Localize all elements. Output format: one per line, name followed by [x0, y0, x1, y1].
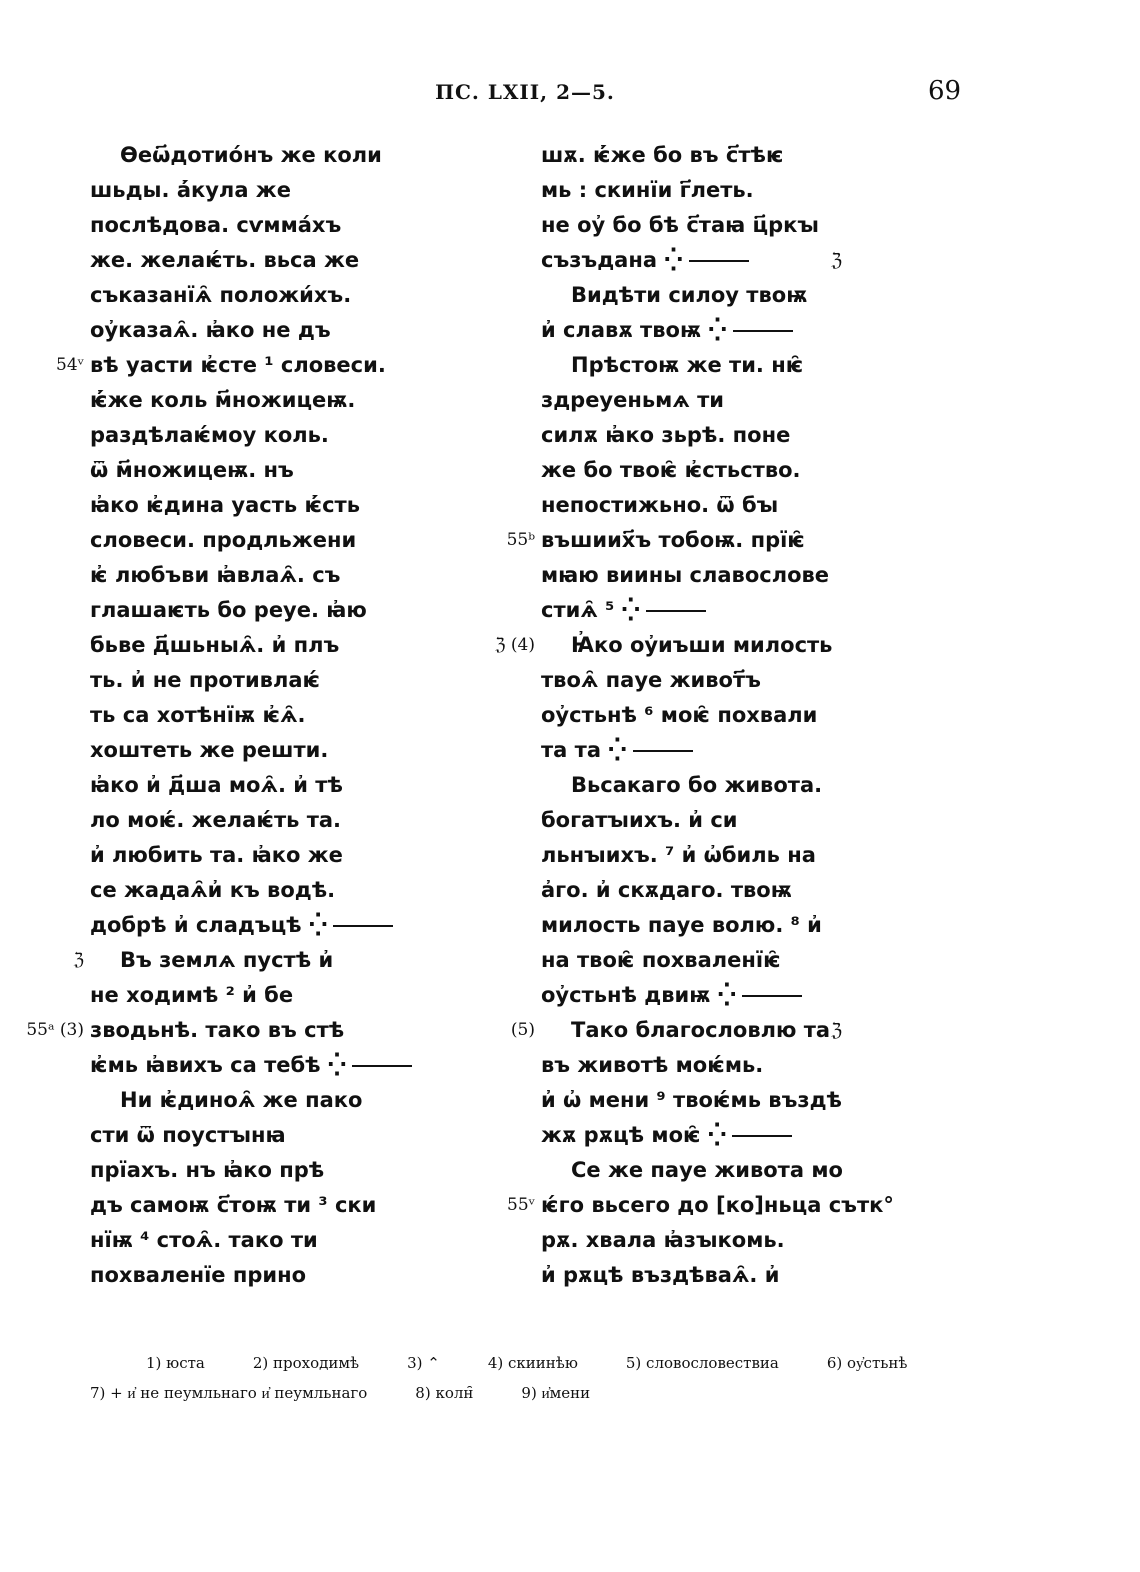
text-line — [90, 1118, 490, 1153]
text-line — [541, 838, 871, 873]
right-column — [495, 138, 894, 1293]
text-line — [90, 418, 490, 453]
text-line — [90, 278, 490, 313]
line-text: стиѧ̑ ⁵ ⁛ — [541, 598, 640, 622]
footnote-row — [90, 1378, 990, 1408]
section-end-mark — [742, 995, 802, 997]
footnote: 6) оу҆стьнѣ — [826, 1354, 908, 1372]
text-line — [541, 943, 871, 978]
line-text: добрѣ и҆ сладъцѣ ⁛ — [90, 913, 328, 937]
line-text: же бо твоѥ̑ ѥ҆стьство. — [541, 458, 801, 482]
text-line — [90, 383, 490, 418]
line-text: мꙗю виины славослове — [541, 563, 830, 587]
text-line — [90, 523, 490, 558]
text-line — [90, 803, 490, 838]
line-text: жѫ рѫцѣ моѥ̑ ⁛ — [541, 1123, 727, 1147]
line-text: въшиих҃ъ тобоѭ. прїѥ̑ — [541, 528, 805, 552]
line-text: твоѧ̑ пауе живот҃ъ — [541, 668, 761, 692]
section-end-mark — [333, 925, 393, 927]
section-end-mark — [352, 1065, 412, 1067]
line-text: сти ѿ поустꙑнꙗ — [90, 1123, 286, 1147]
line-text: съзъдана ⁛ — [541, 248, 683, 272]
line-text: льнꙑихъ. ⁷ и҆ ѡ҆биль на — [541, 843, 816, 867]
line-text: Прѣстоѭ же ти. нѥ̑ — [571, 353, 804, 377]
line-text: здреуеньмѧ ти — [541, 388, 724, 412]
text-line — [541, 768, 871, 803]
footnote: 3) ⌃ — [407, 1354, 440, 1372]
footnote: 1) юста — [146, 1354, 205, 1372]
section-end-mark — [646, 610, 706, 612]
text-line — [541, 593, 871, 628]
text-line — [90, 1048, 490, 1083]
section-end-mark — [732, 1135, 792, 1137]
text-line — [90, 663, 490, 698]
text-line — [90, 208, 490, 243]
text-line — [90, 558, 490, 593]
text-line — [90, 1188, 490, 1223]
text-line — [90, 243, 490, 278]
footnote: 7) + и҆ не пеумльнаго и҆ пеумльнаго — [90, 1384, 368, 1402]
footnote: 5) словословествиа — [625, 1354, 779, 1372]
text-line — [90, 768, 490, 803]
line-text: вѣ уасти ѥ҆сте ¹ словеси. — [90, 353, 386, 377]
text-line — [90, 908, 490, 943]
margin-sign: ℨ — [831, 1020, 843, 1041]
text-line — [495, 628, 871, 663]
text-line — [90, 733, 490, 768]
line-text: Въ землѧ пустѣ и҆ — [120, 948, 334, 972]
footnote: 4) скиинѣю — [487, 1354, 578, 1372]
footnotes — [90, 1348, 990, 1408]
page-title: ПС. LXII, 2—5. — [435, 80, 615, 104]
text-line — [541, 278, 871, 313]
margin-note: 55ᵇ — [506, 530, 535, 550]
line-text: а҆го. и҆ скѫдаго. твоѭ — [541, 878, 792, 902]
line-text: Ꙗ҆ко оу҆иъши милость — [571, 633, 833, 657]
line-text: въ животѣ моѥ́мь. — [541, 1053, 764, 1077]
text-line — [541, 488, 871, 523]
line-text: ѿ м҃ножицеѭ. нъ — [90, 458, 294, 482]
text-line — [541, 173, 871, 208]
text-line — [90, 1258, 490, 1293]
margin-note: ℨ (4) — [495, 635, 535, 655]
line-text: ть са хотѣнїѭ ѥ҆ѧ̑. — [90, 703, 306, 727]
text-line — [541, 208, 871, 243]
text-line — [541, 383, 871, 418]
text-line — [90, 873, 490, 908]
line-text: ѥ҆ любъви ꙗ҆влаѧ̑. съ — [90, 563, 341, 587]
line-text: непостижьно. ѿ бꙑ — [541, 493, 779, 517]
text-line — [541, 243, 871, 278]
line-text: прїахъ. нъ ꙗ҆ко прѣ — [90, 1158, 325, 1182]
text-line — [90, 978, 490, 1013]
line-text: и҆ славѫ твоѭ ⁛ — [541, 318, 727, 342]
line-text: глашаѥть бо реуе. ꙗ҆ю — [90, 598, 367, 622]
margin-note: 54ᵛ — [56, 355, 84, 375]
line-text: похваленїе прино — [90, 1263, 307, 1287]
text-line — [90, 453, 490, 488]
line-text: хоштеть же решти. — [90, 738, 329, 762]
text-line — [541, 698, 871, 733]
text-line — [541, 348, 871, 383]
section-end-mark — [633, 750, 693, 752]
margin-sign: ℨ — [831, 250, 843, 271]
text-line — [90, 838, 490, 873]
footnote: 9) и҆мени — [521, 1384, 591, 1402]
section-end-mark — [689, 260, 749, 262]
page-number: 69 — [928, 76, 962, 106]
line-text: та та ⁛ — [541, 738, 627, 762]
line-text: ꙗ҆ко ѥ҆дина уасть ѥ҆́сть — [90, 493, 361, 517]
line-text: на твоѥ̑ похваленїѥ̑ — [541, 948, 781, 972]
line-text: ѥ҆́же коль м҃ножицеѭ. — [90, 388, 356, 412]
text-line — [541, 138, 871, 173]
text-line — [541, 1258, 871, 1293]
margin-note: (5) — [510, 1020, 535, 1040]
line-text: не ходимѣ ² и҆ бе — [90, 983, 294, 1007]
text-line — [541, 558, 871, 593]
text-line — [26, 1013, 490, 1048]
footnote: 2) проходимѣ — [252, 1354, 360, 1372]
text-line — [541, 1083, 871, 1118]
margin-note: 55ᵃ (3) — [26, 1020, 84, 1040]
text-line — [541, 1223, 871, 1258]
footnote-row — [90, 1348, 990, 1378]
text-line — [541, 1048, 871, 1083]
line-text: ѥ́го вьсего до [ко]ньца сътк° — [541, 1193, 894, 1217]
text-line — [541, 908, 871, 943]
text-line — [541, 803, 871, 838]
line-text: нїѭ ⁴ стоѧ̑. тако ти — [90, 1228, 318, 1252]
line-text: раздѣлаѥ́моу коль. — [90, 423, 329, 447]
text-line — [541, 418, 871, 453]
text-line — [90, 593, 490, 628]
text-line — [90, 698, 490, 733]
margin-note: ℨ — [73, 950, 84, 970]
footnote: 8) колн̑ — [415, 1384, 474, 1402]
text-line — [541, 1118, 871, 1153]
text-line — [541, 663, 871, 698]
line-text: ло моѥ́. желаѥ́ть та. — [90, 808, 342, 832]
text-line — [56, 348, 490, 383]
text-line — [541, 978, 871, 1013]
line-text: ть. и҆ не противлаѥ́ — [90, 668, 321, 692]
line-text: милость пауе волю. ⁸ и҆ — [541, 913, 822, 937]
line-text: и҆ ѡ҆ мени ⁹ твоѥ́мь въздѣ — [541, 1088, 842, 1112]
line-text: ѥ҆мь ꙗ҆вихъ са тебѣ ⁛ — [90, 1053, 347, 1077]
section-end-mark — [733, 330, 793, 332]
text-line — [541, 453, 871, 488]
line-text: шьды. а҆́кула же — [90, 178, 291, 202]
line-text: словеси. продльжени — [90, 528, 357, 552]
line-text: оу҆стьнѣ двиѭ ⁛ — [541, 983, 737, 1007]
line-text: оу҆казаѧ̑. ꙗ҆ко не дъ — [90, 318, 331, 342]
text-line — [73, 943, 490, 978]
text-line — [506, 523, 871, 558]
text-line — [90, 173, 490, 208]
text-line — [90, 1153, 490, 1188]
margin-note: 55ᵛ — [507, 1195, 535, 1215]
line-text: оу҆стьнѣ ⁶ моѥ̑ похвали — [541, 703, 818, 727]
line-text: Ни ѥ҆диноѧ̑ же пако — [120, 1088, 363, 1112]
text-line — [541, 873, 871, 908]
line-text: шѫ. ѥ҆́же бо въ с҃тѣѥ — [541, 143, 784, 167]
line-text: ꙗ҆ко и҆ д҃ша моѧ̑. и҆ тѣ — [90, 773, 343, 797]
text-line — [90, 1223, 490, 1258]
line-text: Вьсакаго бо живота. — [571, 773, 823, 797]
line-text: Тако благословлю та — [571, 1018, 831, 1042]
text-line — [90, 313, 490, 348]
text-line — [507, 1188, 894, 1223]
line-text: мь : скинїи г҃леть. — [541, 178, 754, 202]
line-text: послѣдова. сѵмма́хъ — [90, 213, 342, 237]
left-column — [26, 138, 490, 1293]
text-line — [90, 488, 490, 523]
line-text: Ѳеѡ҃дотио́нъ же коли — [120, 143, 382, 167]
line-text: силѫ ꙗ҆ко зьрѣ. поне — [541, 423, 791, 447]
text-line — [541, 733, 871, 768]
text-line — [541, 1153, 871, 1188]
line-text: богатꙑихъ. и҆ си — [541, 808, 738, 832]
line-text: зводьнѣ. тако въ стѣ — [90, 1018, 345, 1042]
line-text: съказанїѧ̑ положи́хъ. — [90, 283, 352, 307]
line-text: рѫ. хвала ꙗ҆зꙑкомь. — [541, 1228, 785, 1252]
text-line — [541, 313, 871, 348]
line-text: и҆ любить та. ꙗ҆ко же — [90, 843, 343, 867]
line-text: Видѣти силоу твоѭ — [571, 283, 808, 307]
line-text: бьве д҃шьныѧ̑. и҆ плъ — [90, 633, 340, 657]
text-line — [510, 1013, 871, 1048]
line-text: же. желаѥ́ть. вьса же — [90, 248, 360, 272]
line-text: не оу҆ бо бѣ с҃таꙗ ц҃ркꙑ — [541, 213, 819, 237]
line-text: дъ самоѭ с҃тоѭ ти ³ ски — [90, 1193, 377, 1217]
text-line — [90, 628, 490, 663]
line-text: и҆ рѫцѣ въздѣваѧ̑. и҆ — [541, 1263, 780, 1287]
line-text: се жадаѧ̑и҆ къ водѣ. — [90, 878, 336, 902]
text-line — [90, 138, 490, 173]
text-line — [90, 1083, 490, 1118]
line-text: Се же пауе живота мо — [571, 1158, 843, 1182]
